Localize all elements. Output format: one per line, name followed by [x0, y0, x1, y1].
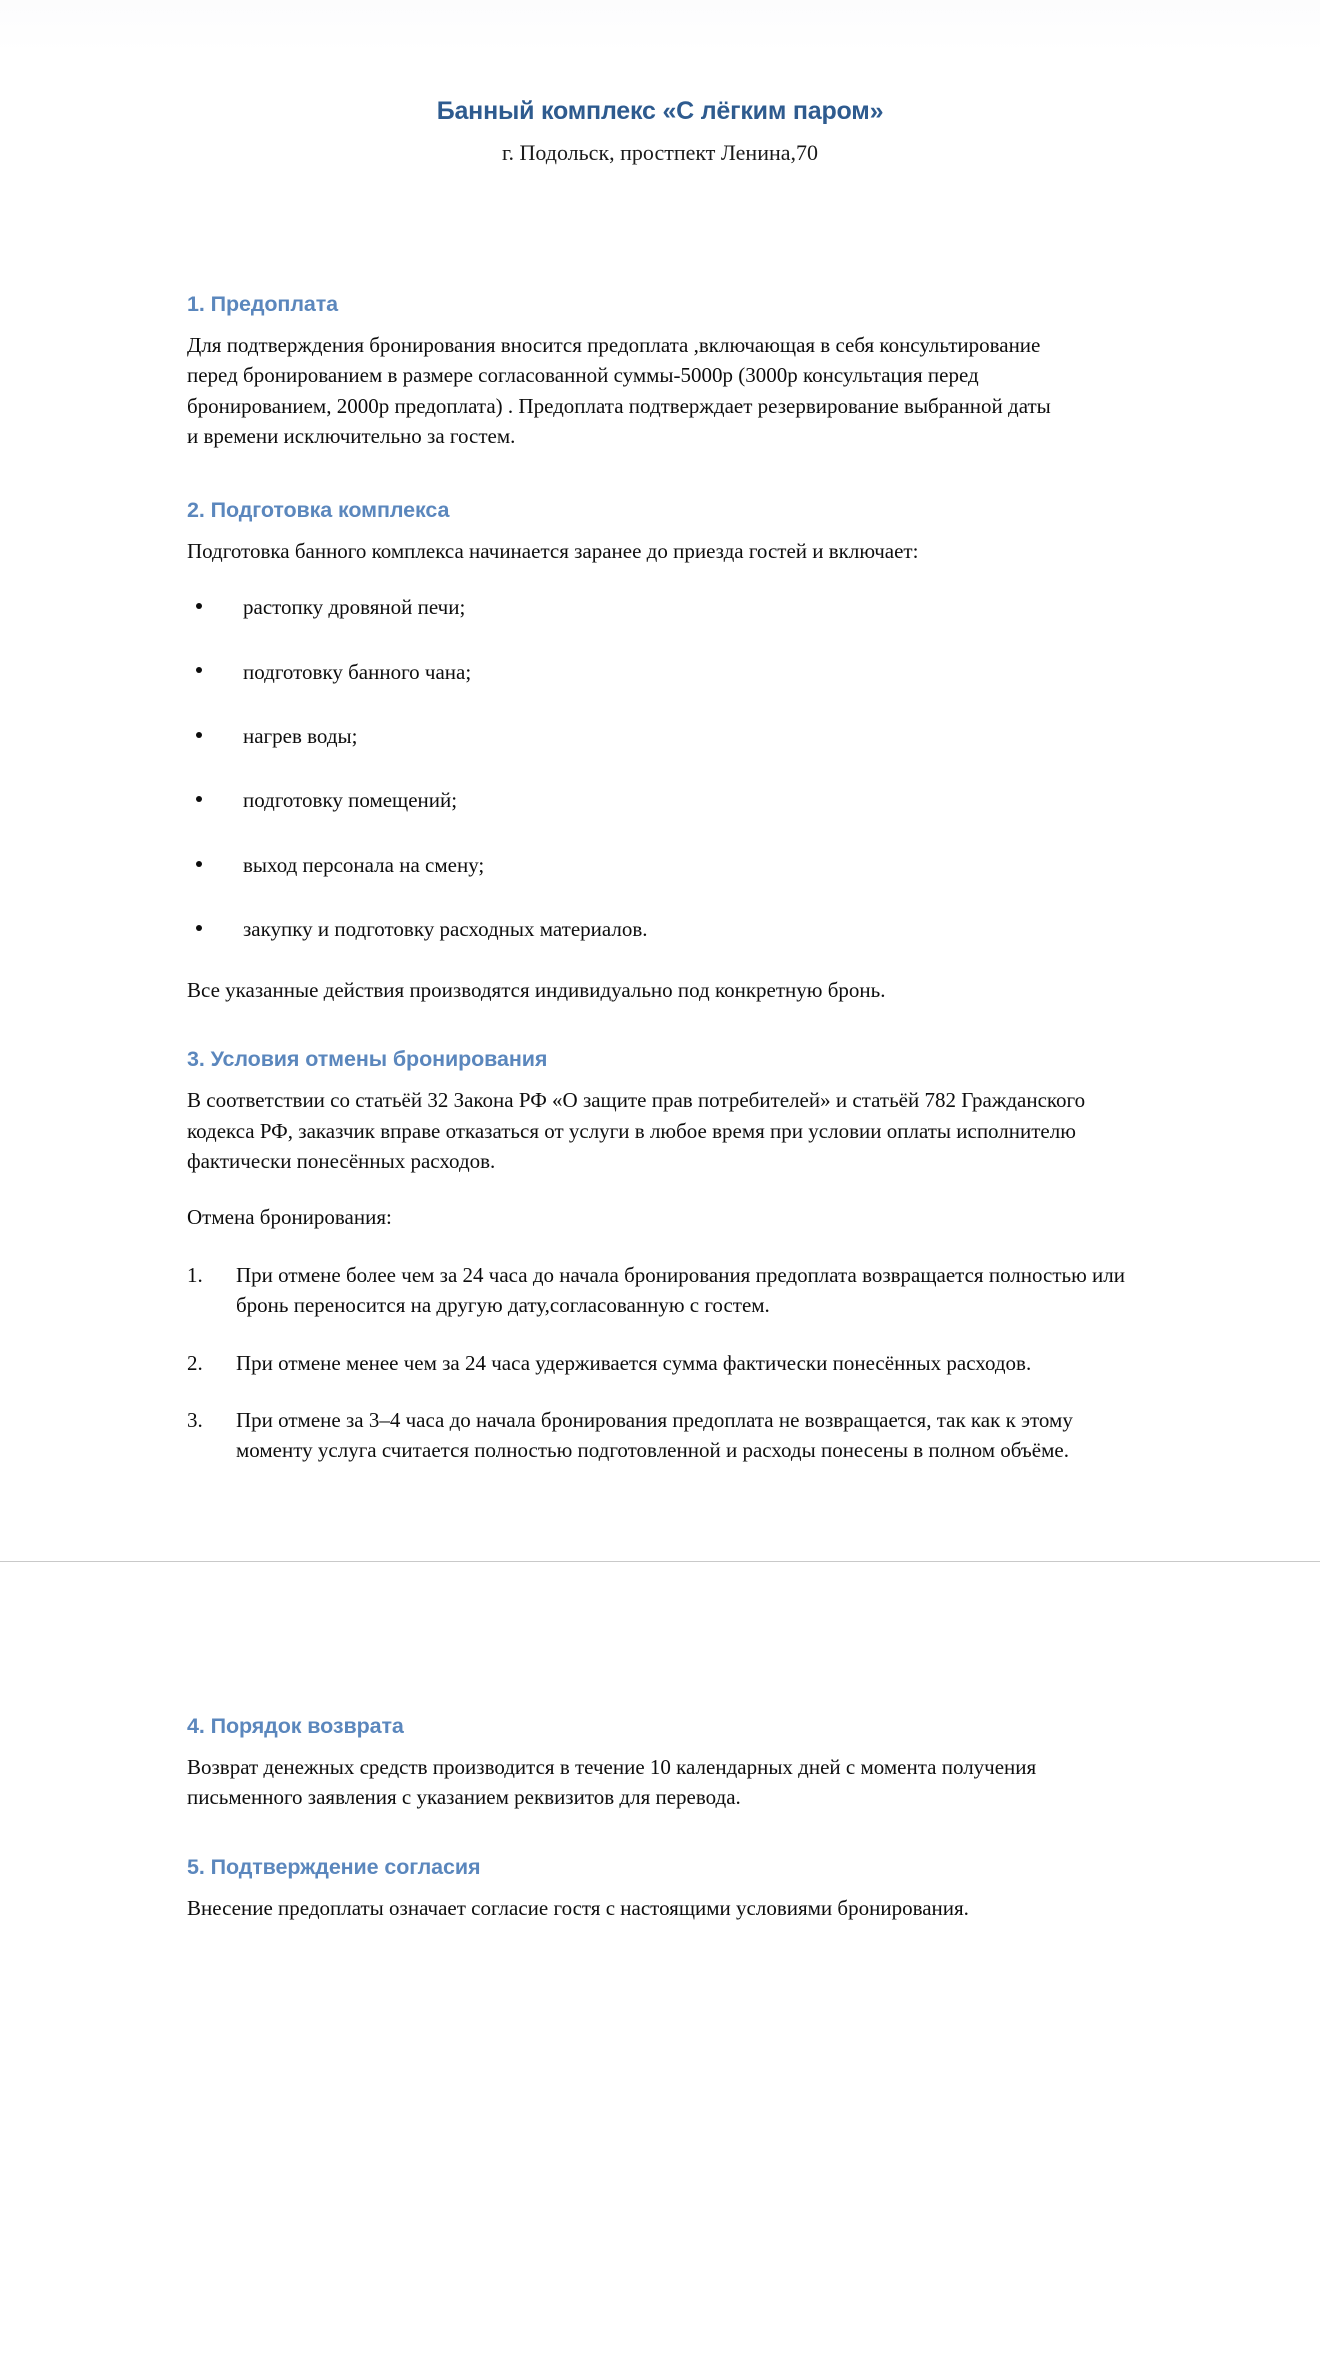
list-item-label: При отмене более чем за 24 часа до начала бронирования предоплата возвращается полностью или бронь переносится на другую дату,согласованную с гостем. — [236, 1262, 1126, 1317]
section-heading-preparation: 2. Подготовка комплекса — [187, 497, 450, 522]
list-item-label: подготовку помещений; — [243, 788, 458, 813]
section-heading-cancellation: 3. Условия отмены бронирования — [187, 1047, 548, 1072]
list-item-label: закупку и подготовку расходных материалов. — [243, 917, 648, 942]
section-heading-consent-confirmation: 5. Подтверждение согласия — [187, 1854, 481, 1879]
page-two — [0, 1562, 1320, 2262]
section-heading-prepayment: 1. Предоплата — [187, 291, 339, 316]
list-item-label: нагрев воды; — [243, 723, 358, 748]
list-item-label: При отмене менее чем за 24 часа удерживается сумма фактически понесённых расходов. — [236, 1350, 1032, 1375]
section-paragraph-refund-procedure: Возврат денежных средств производится в течение 10 календарных дней с момента получения письменного заявления с указанием реквизитов для перевода. — [187, 1755, 1037, 1810]
bullet-icon — [196, 667, 202, 673]
document-address-subtitle: г. Подольск, простпект Ленина,70 — [501, 140, 819, 166]
list-item — [187, 1349, 1133, 1379]
bullet-icon — [196, 861, 202, 867]
preparation-bullet-list — [187, 592, 1133, 945]
list-item — [187, 914, 1133, 944]
list-item — [187, 850, 1133, 880]
list-item — [187, 1261, 1133, 1321]
list-item — [187, 657, 1133, 687]
list-item-label: При отмене за 3–4 часа до начала бронирования предоплата не возвращается, так как к этому моменту услуга считается полностью подготовленной и расходы понесены в полном объёме. — [236, 1408, 1073, 1463]
page-title: Банный комплекс «С лёгким паром» — [436, 97, 884, 125]
cancellation-numbered-list — [187, 1261, 1133, 1466]
section-heading-refund-procedure: 4. Порядок возврата — [187, 1714, 404, 1738]
list-item-number: 1. — [187, 1262, 203, 1287]
section-paragraph-consent-confirmation: Внесение предоплаты означает согласие гостя с настоящими условиями бронирования. — [187, 1895, 969, 1920]
list-item — [187, 721, 1133, 751]
list-item-label: выход персонала на смену; — [243, 852, 485, 877]
list-item-label: растопку дровяной печи; — [243, 595, 466, 620]
list-item — [187, 785, 1133, 815]
bullet-icon — [196, 925, 202, 931]
cancellation-list-intro: Отмена бронирования: — [187, 1205, 392, 1230]
list-item-number: 2. — [187, 1350, 203, 1375]
list-item-number: 3. — [187, 1408, 203, 1433]
bullet-icon — [196, 603, 202, 609]
section-paragraph-cancellation: В соответствии со статьёй 32 Закона РФ «О защите прав потребителей» и статьёй 782 Гражданского кодекса РФ, заказчик вправе отказаться от услуги в любое время при условии оплаты исполнителю фактически понесённых расходов. — [187, 1088, 1086, 1174]
section-closing-preparation: Все указанные действия производятся индивидуально под конкретную бронь. — [187, 977, 886, 1002]
list-item — [187, 592, 1133, 622]
bullet-icon — [196, 732, 202, 738]
bullet-icon — [196, 796, 202, 802]
list-item-label: подготовку банного чана; — [243, 659, 472, 684]
section-paragraph-prepayment: Для подтверждения бронирования вносится предоплата ,включающая в себя консультирование перед бронированием в размере согласованной суммы-5000р (3000р консультация перед бронированием, 2000р предоплата) . Предоплата подтверждает резервирование выбранной даты и времени исключительно за гостем. — [187, 332, 1051, 449]
section-intro-preparation: Подготовка банного комплекса начинается заранее до приезда гостей и включает: — [187, 538, 919, 563]
list-item — [187, 1406, 1133, 1466]
